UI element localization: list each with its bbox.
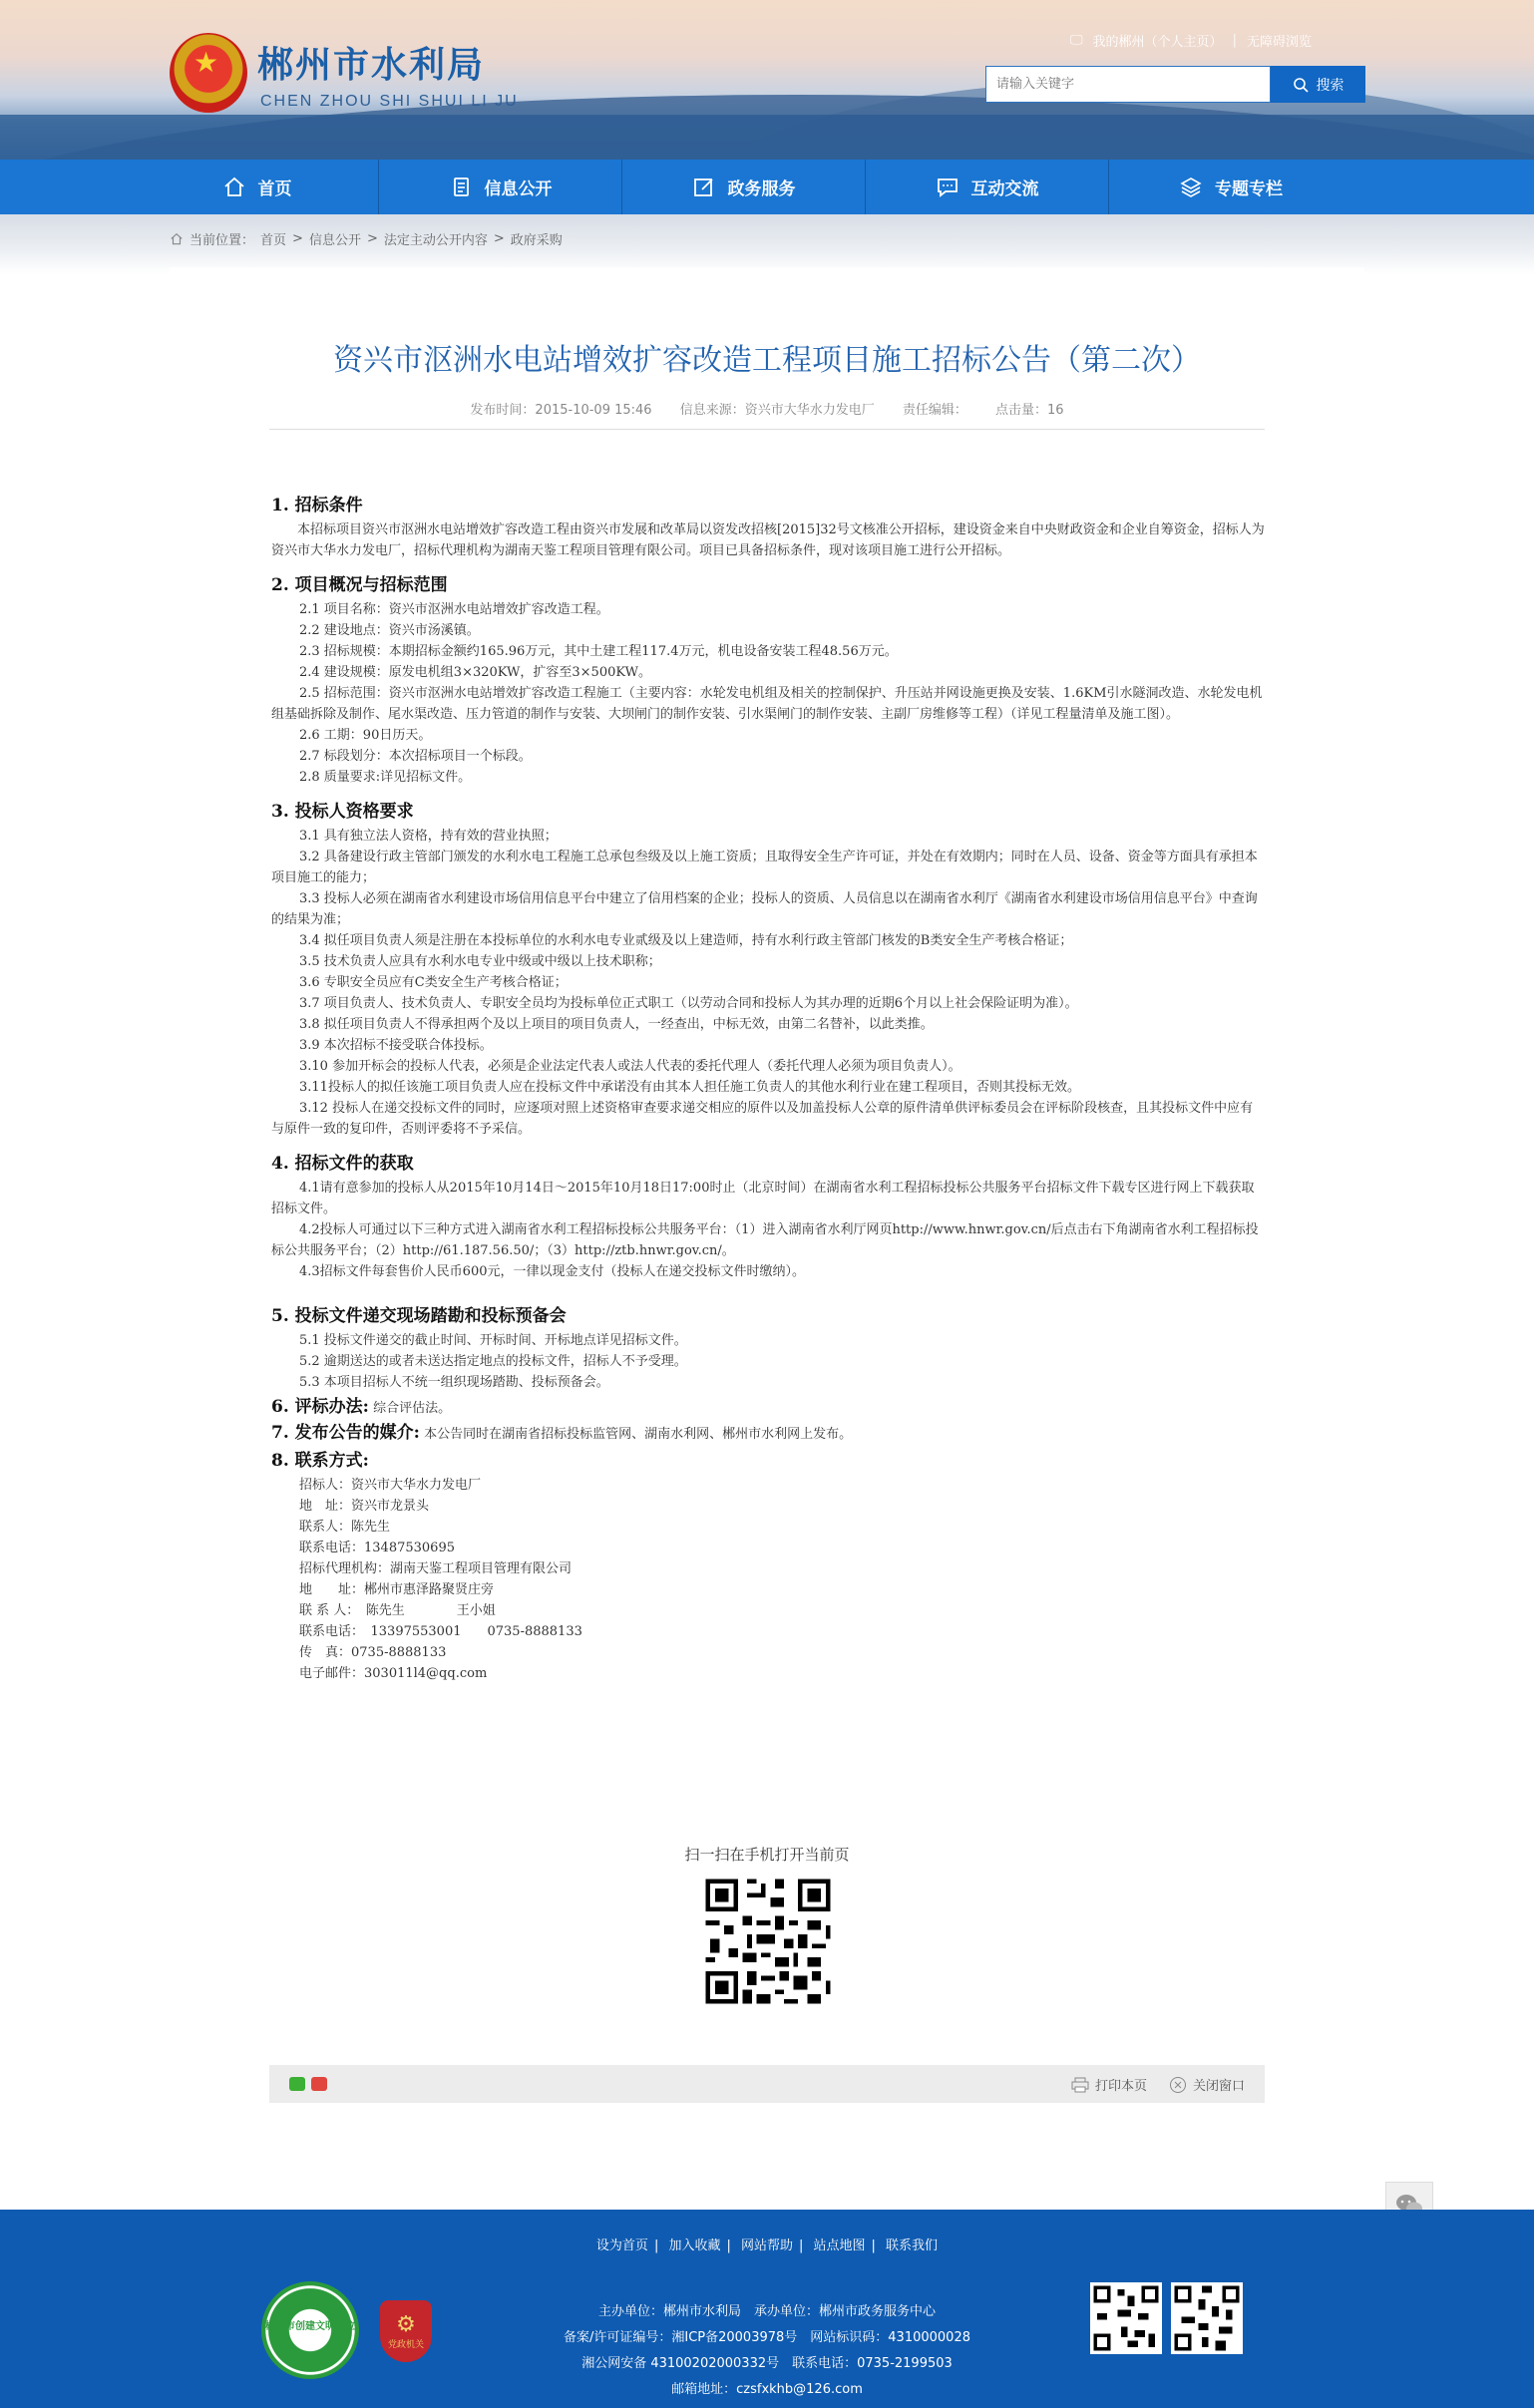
section-heading: 6. 评标办法: bbox=[271, 1397, 369, 1417]
party-gov-badge-icon[interactable]: ⚙ 党政机关 bbox=[380, 2300, 432, 2362]
footer bbox=[0, 2210, 1534, 2408]
list-item: 2.2 建设地点：资兴市汤溪镇。 bbox=[299, 623, 480, 638]
footer-link-help[interactable]: 网站帮助 bbox=[740, 2238, 793, 2253]
search-button[interactable] bbox=[1271, 66, 1365, 103]
section-eval bbox=[271, 1397, 1265, 1419]
contact-line: 地 址：资兴市龙景头 bbox=[299, 1499, 430, 1514]
close-icon bbox=[1169, 2076, 1187, 2094]
nav-item-gov-service[interactable] bbox=[622, 160, 866, 214]
wechat-share-icon[interactable] bbox=[289, 2077, 305, 2091]
article-meta bbox=[269, 399, 1265, 418]
nav-item-label: 互动交流 bbox=[970, 179, 1039, 199]
list-item: 2.3 招标规模：本期招标金额约165.96万元，其中土建工程117.4万元，机电设备安装工程48.56万元。 bbox=[299, 644, 898, 659]
breadcrumb-prefix: 当前位置： bbox=[190, 233, 255, 248]
contact-line: 电子邮件：303011l4@qq.com bbox=[299, 1666, 488, 1681]
section-heading: 3. 投标人资格要求 bbox=[271, 802, 414, 822]
list-item: 3.12 投标人在递交投标文件的同时，应逐项对照上述资格审查要求递交相应的原件以及加盖投标人公章的原件清单供评标委员会在评标阶段核查，且其投标文件中应有与原件一致的复印件，否则评委将不予采信。 bbox=[271, 1101, 1254, 1137]
top-links: 🖵 我的郴州（个人主页） | 无障碍浏览 bbox=[1070, 33, 1312, 50]
nav-item-label: 信息公开 bbox=[484, 179, 553, 199]
list-item: 3.11投标人的拟任该施工项目负责人应在投标文件中承诺没有由其本人担任施工负责人的其他水利行业在建工程项目，否则其投标无效。 bbox=[299, 1080, 1080, 1095]
section-media bbox=[271, 1423, 1265, 1445]
list-item: 3.6 专职安全员应有C类安全生产考核合格证； bbox=[299, 975, 568, 990]
list-item: 3.1 具有独立法人资格，持有效的营业执照； bbox=[299, 829, 558, 844]
section-paragraph: 本招标项目资兴市沤洲水电站增效扩容改造工程由资兴市发展和改革局以资发改招核[2015]32号文核准公开招标，建设资金来自中央财政资金和企业自筹资金，招标人为资兴市大华水力发电厂，招标代理机构为湖南天鉴工程项目管理有限公司。项目已具备招标条件，现对该项目施工进行公开招标。 bbox=[271, 522, 1265, 558]
breadcrumb-item-statutory[interactable]: 法定主动公开内容 bbox=[383, 233, 488, 248]
section-heading: 1. 招标条件 bbox=[271, 496, 363, 516]
breadcrumb-item-procurement[interactable]: 政府采购 bbox=[510, 233, 563, 248]
list-item: 3.5 技术负责人应具有水利水电专业中级或中级以上技术职称； bbox=[299, 954, 661, 969]
hit-count: 点击量：16 bbox=[995, 403, 1064, 418]
nav-item-special-topics[interactable] bbox=[1109, 160, 1352, 214]
home-icon bbox=[222, 175, 246, 199]
qr-code-icon bbox=[701, 1875, 835, 2008]
contact-line: 联系电话：13487530695 bbox=[299, 1541, 455, 1555]
section-text: 综合评估法。 bbox=[373, 1401, 452, 1416]
national-emblem-icon: ★ bbox=[170, 33, 247, 113]
close-window-button[interactable]: 关闭窗口 bbox=[1169, 2075, 1245, 2094]
section-text: 本公告同时在湖南省招标投标监管网、湖南水利网、郴州市水利网上发布。 bbox=[424, 1427, 853, 1442]
list-item: 2.4 建设规模：原发电机组3×320KW，扩容至3×500KW。 bbox=[299, 665, 651, 680]
footer-link-favorite[interactable]: 加入收藏 bbox=[668, 2238, 721, 2253]
site-subtitle: CHEN ZHOU SHI SHUI LI JU bbox=[260, 93, 519, 110]
nav-item-label: 政务服务 bbox=[727, 179, 796, 199]
nav-item-info-public[interactable] bbox=[379, 160, 622, 214]
list-item: 3.7 项目负责人、技术负责人、专职安全员均为投标单位正式职工（以劳动合同和投标人为其办理的近期6个月以上社会保险证明为准）。 bbox=[299, 996, 1078, 1011]
contact-line: 招标人：资兴市大华水力发电厂 bbox=[299, 1478, 482, 1493]
contact-line: 招标代理机构：湖南天鉴工程项目管理有限公司 bbox=[299, 1561, 573, 1576]
section-heading: 8. 联系方式: bbox=[271, 1451, 369, 1471]
nav-item-home[interactable] bbox=[136, 160, 379, 214]
editor: 责任编辑： bbox=[902, 403, 967, 418]
search-icon bbox=[1293, 77, 1309, 93]
print-button[interactable]: 打印本页 bbox=[1071, 2075, 1147, 2094]
contact-line: 联 系 人： 陈先生 王小姐 bbox=[299, 1603, 496, 1618]
section-heading: 5. 投标文件递交现场踏勘和投标预备会 bbox=[271, 1306, 567, 1326]
qr-code-icon bbox=[1171, 2282, 1243, 2354]
search-button-label: 搜索 bbox=[1316, 77, 1344, 94]
list-item: 3.10 参加开标会的投标人代表，必须是企业法定代表人或法人代表的委托代理人（委托代理人必须为项目负责人）。 bbox=[299, 1059, 961, 1074]
list-item: 3.8 拟任项目负责人不得承担两个及以上项目的项目负责人，一经查出，中标无效，由第二名替补，以此类推。 bbox=[299, 1017, 934, 1032]
list-item: 5.2 逾期送达的或者未送达指定地点的投标文件，招标人不予受理。 bbox=[299, 1354, 687, 1369]
list-item: 2.5 招标范围：资兴市沤洲水电站增效扩容改造工程施工（主要内容：水轮发电机组及相关的控制保护、升压站并网设施更换及安装、1.6KM引水隧洞改造、水轮发电机组基础拆除及制作、尾水渠改造、压力管道的制作与安装、大坝闸门的制作安装、引水渠闸门的制作安装、主副厂房维修等工程）（详见工程量清单及施工图）。 bbox=[271, 686, 1263, 722]
list-item: 5.1 投标文件递交的截止时间、开标时间、开标地点详见招标文件。 bbox=[299, 1333, 687, 1348]
contact-line: 联系人：陈先生 bbox=[299, 1520, 391, 1535]
civilized-unit-badge-icon[interactable]: 郴州市创建文明单位 bbox=[261, 2281, 359, 2379]
footer-links: 设为首页 | 加入收藏 | 网站帮助 | 站点地图 | 联系我们 bbox=[595, 2238, 939, 2253]
article-title: 资兴市沤洲水电站增效扩容改造工程项目施工招标公告（第二次） bbox=[333, 343, 1201, 378]
list-item: 2.1 项目名称：资兴市沤洲水电站增效扩容改造工程。 bbox=[299, 602, 609, 617]
search-bar bbox=[985, 66, 1365, 103]
monitor-icon: 🖵 bbox=[1070, 33, 1083, 48]
publish-time: 发布时间：2015-10-09 15:46 bbox=[470, 403, 652, 418]
qr-caption: 扫一扫在手机打开当前页 bbox=[684, 1846, 850, 1864]
list-item: 5.3 本项目招标人不统一组织现场踏勘、投标预备会。 bbox=[299, 1375, 609, 1390]
footer-link-sitemap[interactable]: 站点地图 bbox=[813, 2238, 866, 2253]
list-item: 3.4 拟任项目负责人须是注册在本投标单位的水利水电专业贰级及以上建造师，持有水利行政主管部门核发的B类安全生产考核合格证； bbox=[299, 933, 1073, 948]
list-item: 4.2投标人可通过以下三种方式进入湖南省水利工程招标投标公共服务平台：（1）进入湖南省水利厅网页http://www.hnwr.gov.cn/后点击右下角湖南省水利工程招标投标公共服务平台；（2）http://61.187.56.50/；（3）http://ztb.hnwr.gov.cn/。 bbox=[271, 1222, 1259, 1258]
top-link-accessibility[interactable]: 无障碍浏览 bbox=[1246, 35, 1312, 50]
nav-item-label: 专题专栏 bbox=[1215, 179, 1283, 199]
share-bar bbox=[269, 2065, 1265, 2103]
edit-icon bbox=[692, 175, 716, 199]
footer-link-homepage[interactable]: 设为首页 bbox=[595, 2238, 648, 2253]
list-item: 2.8 质量要求:详见招标文件。 bbox=[299, 770, 472, 785]
divider bbox=[269, 429, 1265, 430]
footer-link-contact[interactable]: 联系我们 bbox=[886, 2238, 939, 2253]
weibo-share-icon[interactable] bbox=[311, 2077, 327, 2091]
list-item: 4.1请有意参加的投标人从2015年10月14日～2015年10月18日17:00时止（北京时间）在湖南省水利工程招标投标公共服务平台招标文件下载专区进行网上下载获取招标文件。 bbox=[271, 1181, 1255, 1216]
footer-info: 主办单位：郴州市水利局 承办单位：郴州市政务服务中心 备案/许可证编号：湘ICP备20003978号 网站标识码：4310000028 湘公网安备 43100202000332号 联系电话：0735-2199503 邮箱地址：czsfxkhb@126.com bbox=[563, 2304, 970, 2397]
contact-line: 地 址：郴州市惠泽路聚贤庄旁 bbox=[299, 1582, 495, 1597]
section-heading: 4. 招标文件的获取 bbox=[271, 1154, 414, 1174]
list-item: 4.3招标文件每套售价人民币600元，一律以现金支付（投标人在递交投标文件时缴纳）。 bbox=[299, 1264, 805, 1279]
contact-line: 传 真：0735-8888133 bbox=[299, 1645, 447, 1660]
nav-item-label: 首页 bbox=[257, 179, 292, 199]
list-item: 2.6 工期：90日历天。 bbox=[299, 728, 432, 743]
layers-icon bbox=[1179, 175, 1203, 199]
list-item: 3.9 本次招标不接受联合体投标。 bbox=[299, 1038, 493, 1053]
list-item: 3.3 投标人必须在湖南省水利建设市场信用信息平台中建立了信用档案的企业；投标人的资质、人员信息以在湖南省水利厅《湖南省水利建设市场信用信息平台》中查询的结果为准； bbox=[271, 891, 1258, 927]
breadcrumb-item-home[interactable]: 首页 bbox=[260, 233, 287, 248]
chat-icon bbox=[936, 175, 959, 199]
breadcrumb: 当前位置： 首页 > 信息公开 > 法定主动公开内容 > 政府采购 bbox=[170, 229, 563, 248]
list-item: 3.2 具备建设行政主管部门颁发的水利水电工程施工总承包叁级及以上施工资质；且取得安全生产许可证，并处在有效期内；同时在人员、设备、资金等方面具有承担本项目施工的能力； bbox=[271, 850, 1258, 885]
nav-item-interaction[interactable] bbox=[866, 160, 1109, 214]
home-icon bbox=[170, 232, 184, 246]
breadcrumb-item-info[interactable]: 信息公开 bbox=[308, 233, 361, 248]
printer-icon bbox=[1071, 2077, 1089, 2093]
top-link-my-chenzhou[interactable]: 我的郴州（个人主页） bbox=[1092, 35, 1223, 50]
contact-line: 联系电话： 13397553001 0735-8888133 bbox=[299, 1624, 582, 1639]
main-nav bbox=[0, 160, 1534, 214]
article-content bbox=[271, 494, 1265, 1684]
section-heading: 7. 发布公告的媒介: bbox=[271, 1423, 420, 1443]
list-item: 2.7 标段划分：本次招标项目一个标段。 bbox=[299, 749, 532, 764]
document-icon bbox=[449, 175, 473, 199]
info-source: 信息来源：资兴市大华水力发电厂 bbox=[679, 403, 875, 418]
section-heading: 2. 项目概况与招标范围 bbox=[271, 575, 448, 595]
qr-code-icon bbox=[1090, 2282, 1162, 2354]
search-input[interactable] bbox=[985, 66, 1271, 103]
site-title[interactable]: 郴州市水利局 bbox=[257, 45, 486, 86]
